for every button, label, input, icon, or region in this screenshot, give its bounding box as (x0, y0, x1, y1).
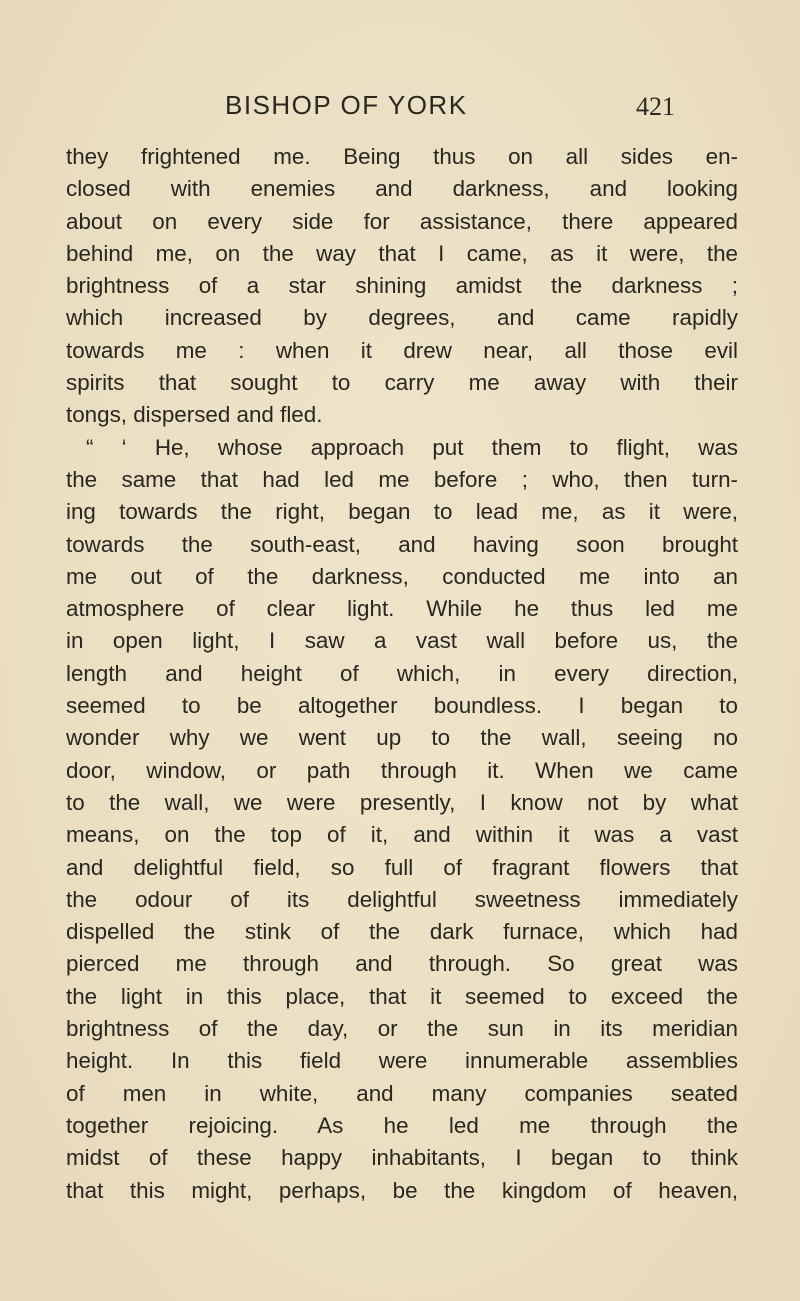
text-line: of men in white, and many companies seated (66, 1080, 738, 1106)
text-line: the same that had led me before ; who, then turn- (66, 466, 738, 492)
text-line: the light in this place, that it seemed to exceed the (66, 983, 738, 1009)
text-line: closed with enemies and darkness, and looking (66, 176, 738, 202)
text-line: wonder why we went up to the wall, seeing no (66, 725, 738, 751)
body-text (66, 141, 738, 1207)
text-line: ing towards the right, began to lead me, as it were, (66, 499, 738, 525)
text-line: about on every side for assistance, there appeared (66, 208, 738, 234)
text-line: towards the south-east, and having soon brought (66, 531, 738, 557)
text-line: height. In this field were innumerable assemblies (66, 1048, 738, 1074)
text-line: means, on the top of it, and within it was a vast (66, 822, 738, 848)
text-line: length and height of which, in every direction, (66, 660, 738, 686)
text-line: behind me, on the way that I came, as it were, the (66, 240, 738, 266)
text-line: brightness of a star shining amidst the darkness ; (66, 273, 738, 299)
text-line: dispelled the stink of the dark furnace, which had (66, 919, 738, 945)
text-line: towards me : when it drew near, all those evil (66, 337, 738, 363)
text-line: brightness of the day, or the sun in its meridian (66, 1016, 738, 1042)
text-line: door, window, or path through it. When we came (66, 757, 738, 783)
text-line: in open light, I saw a vast wall before us, the (66, 628, 738, 654)
paragraph-end-line: tongs, dispersed and fled. (66, 402, 323, 428)
paragraph-start-line: “ ‘ He, whose approach put them to flight, was (86, 434, 738, 460)
text-line: and delightful field, so full of fragrant flowers that (66, 854, 738, 880)
text-line: the odour of its delightful sweetness immediately (66, 886, 738, 912)
running-title: BISHOP OF YORK (225, 90, 468, 120)
text-line: that this might, perhaps, be the kingdom of heaven, (66, 1177, 738, 1203)
page-number: 421 (636, 92, 675, 121)
text-line: together rejoicing. As he led me through the (66, 1112, 738, 1138)
text-line: spirits that sought to carry me away with their (66, 370, 738, 396)
text-line: to the wall, we were presently, I know not by what (66, 789, 738, 815)
text-line: seemed to be altogether boundless. I began to (66, 693, 738, 719)
running-head (0, 88, 800, 122)
text-line: which increased by degrees, and came rapidly (66, 305, 738, 331)
text-line: they frightened me. Being thus on all sides en- (66, 144, 738, 169)
text-line: pierced me through and through. So great was (66, 951, 738, 977)
text-line: atmosphere of clear light. While he thus led me (66, 596, 738, 622)
text-line: me out of the darkness, conducted me into an (66, 563, 738, 589)
text-line: midst of these happy inhabitants, I began to think (66, 1145, 738, 1171)
